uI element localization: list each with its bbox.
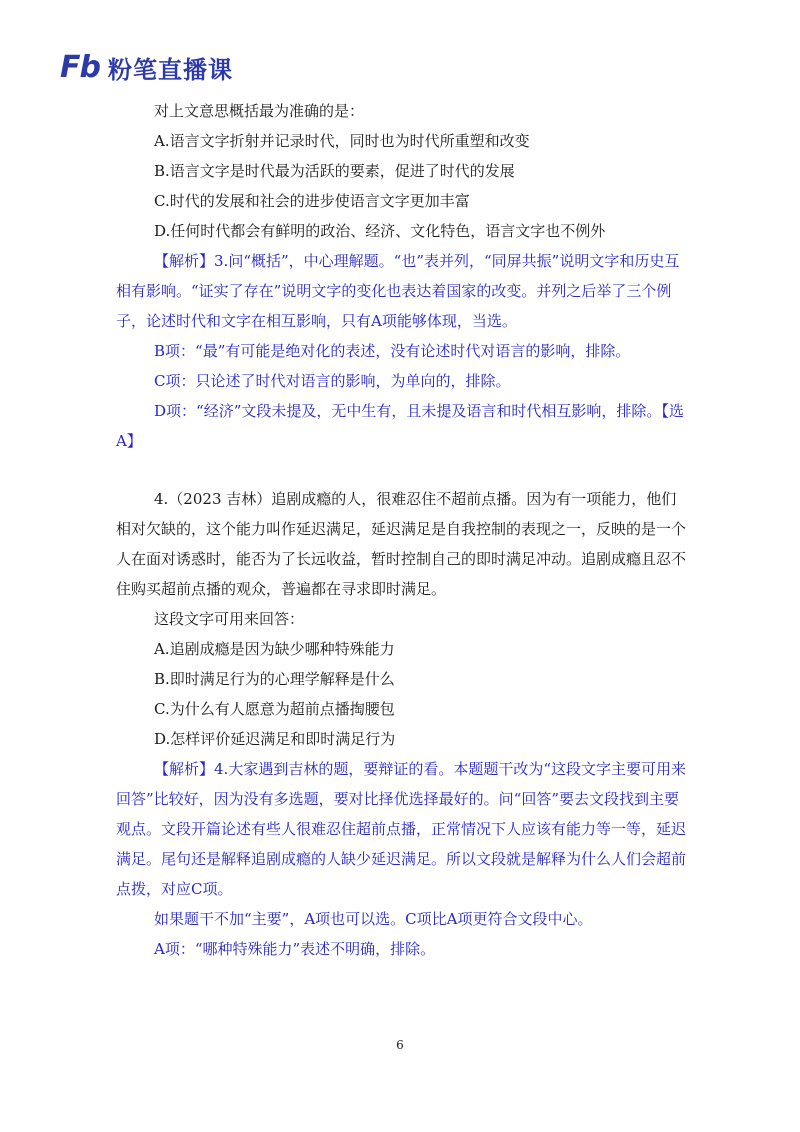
q3-c-note: C项：只论述了时代对语言的影响，为单向的，排除。 bbox=[154, 372, 511, 390]
q4-a-note: A项：“哪种特殊能力”表述不明确，排除。 bbox=[154, 940, 436, 958]
q3-option-c: C.时代的发展和社会的进步使语言文字更加丰富 bbox=[154, 192, 470, 210]
q3-analysis-label: 【解析】 bbox=[154, 252, 215, 270]
q4-prompt: 这段文字可用来回答： bbox=[154, 610, 305, 628]
page-number: 6 bbox=[396, 1038, 404, 1052]
q4-option-b: B.即时满足行为的心理学解释是什么 bbox=[154, 670, 395, 688]
q4-analysis-text: 4.大家遇到吉林的题，要辩证的看。本题题干改为“这段文字主要可用来回答”比较好，因为没有多选题，要对比择优选择最好的。问“回答”要去文段找到主要观点。文段开篇论述有些人很难忍住超前点播，正常情况下人应该有能力等一等，延迟满足。尾句还是解释追剧成瘾的人缺少延迟满足。所以文段就是解释为什么人们会超前点拨，对应C项。 bbox=[116, 760, 687, 898]
q4-option-c: C.为什么有人愿意为超前点播掏腰包 bbox=[154, 700, 395, 718]
q3-option-d: D.任何时代都会有鲜明的政治、经济、文化特色，语言文字也不例外 bbox=[154, 222, 606, 240]
logo-icon: Fb bbox=[60, 50, 100, 85]
q4-stem: 4.（2023 吉林）追剧成瘾的人，很难忍住不超前点播。因为有一项能力，他们相对欠缺的，这个能力叫作延迟满足，延迟满足是自我控制的表现之一，反映的是一个人在面对诱惑时，能否为了长远收益，暂时控制自己的即时满足冲动。追剧成瘾且忍不住购买超前点播的观众，普遍都在寻求即时满足。 bbox=[116, 490, 687, 598]
document-body bbox=[116, 96, 686, 964]
q3-prompt: 对上文意思概括最为准确的是： bbox=[154, 102, 365, 120]
section-gap bbox=[116, 456, 686, 484]
q3-analysis bbox=[116, 246, 686, 336]
q3-answer: 【选A】 bbox=[116, 402, 684, 450]
q4-analysis-label: 【解析】 bbox=[154, 760, 215, 778]
brand-logo bbox=[60, 50, 233, 85]
q3-d-note-text: D项：“经济”文段未提及，无中生有，且未提及语言和时代相互影响，排除。 bbox=[154, 402, 662, 420]
q3-b-note: B项：“最”有可能是绝对化的表述，没有论述时代对语言的影响，排除。 bbox=[154, 342, 631, 360]
brand-name: 粉笔直播课 bbox=[107, 56, 233, 84]
q3-option-b: B.语言文字是时代最为活跃的要素，促进了时代的发展 bbox=[154, 162, 515, 180]
q3-d-note bbox=[116, 396, 686, 456]
q4-option-d: D.怎样评价延迟满足和即时满足行为 bbox=[154, 730, 396, 748]
q3-option-a: A.语言文字折射并记录时代，同时也为时代所重塑和改变 bbox=[154, 132, 530, 150]
q4-note: 如果题干不加“主要”，A项也可以选。C项比A项更符合文段中心。 bbox=[154, 910, 593, 928]
q4-option-a: A.追剧成瘾是因为缺少哪种特殊能力 bbox=[154, 640, 395, 658]
q4-analysis bbox=[116, 754, 686, 904]
q3-analysis-text: 3.问“概括”，中心理解题。“也”表并列，“同屏共振”说明文字和历史互相有影响。“证实了存在”说明文字的变化也表达着国家的改变。并列之后举了三个例子，论述时代和文字在相互影响，只有A项能够体现，当选。 bbox=[116, 252, 680, 330]
